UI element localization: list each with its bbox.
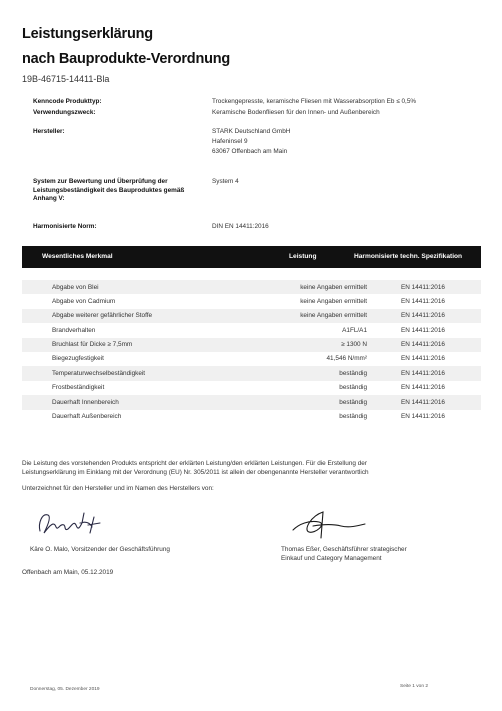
row-spezifikation: EN 14411:2016 <box>401 355 445 363</box>
signatory-left-name: Käre O. Malo, Vorsitzender der Geschäftsführung <box>30 546 170 553</box>
row-merkmal: Abgabe von Blei <box>52 283 99 291</box>
row-spezifikation: EN 14411:2016 <box>401 312 445 320</box>
row-spezifikation: EN 14411:2016 <box>401 326 445 334</box>
row-spezifikation: EN 14411:2016 <box>401 369 445 377</box>
verwendung-value: Keramische Bodenfliesen für den Innen- und Außenbereich <box>212 109 380 116</box>
norm-value: DIN EN 14411:2016 <box>212 223 269 230</box>
table-row <box>22 366 481 380</box>
signature-right <box>285 504 375 542</box>
kenncode-label: Kenncode Produkttyp: <box>33 98 102 105</box>
row-leistung: beständig <box>339 384 367 392</box>
hersteller-line2: Hafeninsel 9 <box>212 138 248 145</box>
row-merkmal: Temperaturwechselbeständigkeit <box>52 369 146 377</box>
row-merkmal: Biegezugfestigkeit <box>52 355 104 363</box>
row-spezifikation: EN 14411:2016 <box>401 398 445 406</box>
table-row <box>22 381 481 395</box>
system-label: System zur Bewertung und Überprüfung der Leistungsbeständigkeit des Bauproduktes gemäß Anhang V: <box>33 178 185 203</box>
hersteller-label: Hersteller: <box>33 128 65 135</box>
table-row <box>22 338 481 352</box>
place-date: Offenbach am Main, 05.12.2019 <box>22 569 114 576</box>
table-row <box>22 395 481 409</box>
row-leistung: beständig <box>339 413 367 421</box>
norm-label: Harmonisierte Norm: <box>33 223 97 230</box>
row-leistung: keine Angaben ermittelt <box>300 283 367 291</box>
row-leistung: keine Angaben ermittelt <box>300 312 367 320</box>
signatory-right-line2: Einkauf und Category Management <box>281 555 382 562</box>
row-leistung: ≥ 1300 N <box>341 341 367 349</box>
row-spezifikation: EN 14411:2016 <box>401 384 445 392</box>
row-merkmal: Bruchlast für Dicke ≥ 7,5mm <box>52 341 133 349</box>
row-merkmal: Dauerhaft Außenbereich <box>52 413 122 421</box>
header-leistung: Leistung <box>289 253 317 260</box>
signatory-right-line1: Thomas Eßer, Geschäftsführer strategischer <box>281 546 407 553</box>
row-spezifikation: EN 14411:2016 <box>401 283 445 291</box>
row-merkmal: Frostbeständigkeit <box>52 384 105 392</box>
table-header <box>22 246 481 268</box>
row-leistung: beständig <box>339 398 367 406</box>
hersteller-line1: STARK Deutschland GmbH <box>212 128 291 135</box>
row-spezifikation: EN 14411:2016 <box>401 413 445 421</box>
table-row <box>22 323 481 337</box>
row-leistung: keine Angaben ermittelt <box>300 297 367 305</box>
properties-table <box>22 280 481 424</box>
footer-page: Seite 1 von 2 <box>400 684 429 689</box>
table-row <box>22 352 481 366</box>
declaration-line2: Leistungserklärung im Einklang mit der Verordnung (EU) Nr. 305/2011 ist allein der obengenannte Hersteller verantwortlich <box>22 469 369 476</box>
declaration-signed-for: Unterzeichnet für den Hersteller und im Namen des Herstellers von: <box>22 485 214 492</box>
table-row <box>22 410 481 424</box>
header-spezifikation: Harmonisierte techn. Spezifikation <box>354 253 463 260</box>
row-merkmal: Dauerhaft Innenbereich <box>52 398 119 406</box>
table-row <box>22 280 481 294</box>
footer-date: Donnerstag, 05. Dezember 2019 <box>30 687 100 692</box>
document-number: 19B-46715-14411-Bla <box>22 74 110 84</box>
header-merkmal: Wesentliches Merkmal <box>42 253 113 260</box>
table-row <box>22 309 481 323</box>
row-merkmal: Brandverhalten <box>52 326 96 334</box>
row-leistung: 41,546 N/mm² <box>326 355 367 363</box>
page-title: Leistungserklärung <box>22 26 153 42</box>
table-row <box>22 294 481 308</box>
row-merkmal: Abgabe weiterer gefährlicher Stoffe <box>52 312 153 320</box>
signature-left <box>34 505 114 539</box>
system-value: System 4 <box>212 178 239 185</box>
row-merkmal: Abgabe von Cadmium <box>52 297 116 305</box>
verwendung-label: Verwendungszweck: <box>33 109 96 116</box>
page-subtitle: nach Bauprodukte-Verordnung <box>22 51 231 67</box>
declaration-line1: Die Leistung des vorstehenden Produkts entspricht der erklärten Leistung/den erklärten Leistungen. Für die Erstellung der <box>22 460 367 467</box>
row-leistung: A1FL/A1 <box>342 326 367 334</box>
row-leistung: beständig <box>339 369 367 377</box>
row-spezifikation: EN 14411:2016 <box>401 297 445 305</box>
hersteller-line3: 63067 Offenbach am Main <box>212 148 288 155</box>
kenncode-value: Trockengepresste, keramische Fliesen mit Wasserabsorption Eb ≤ 0,5% <box>212 98 417 105</box>
row-spezifikation: EN 14411:2016 <box>401 341 445 349</box>
